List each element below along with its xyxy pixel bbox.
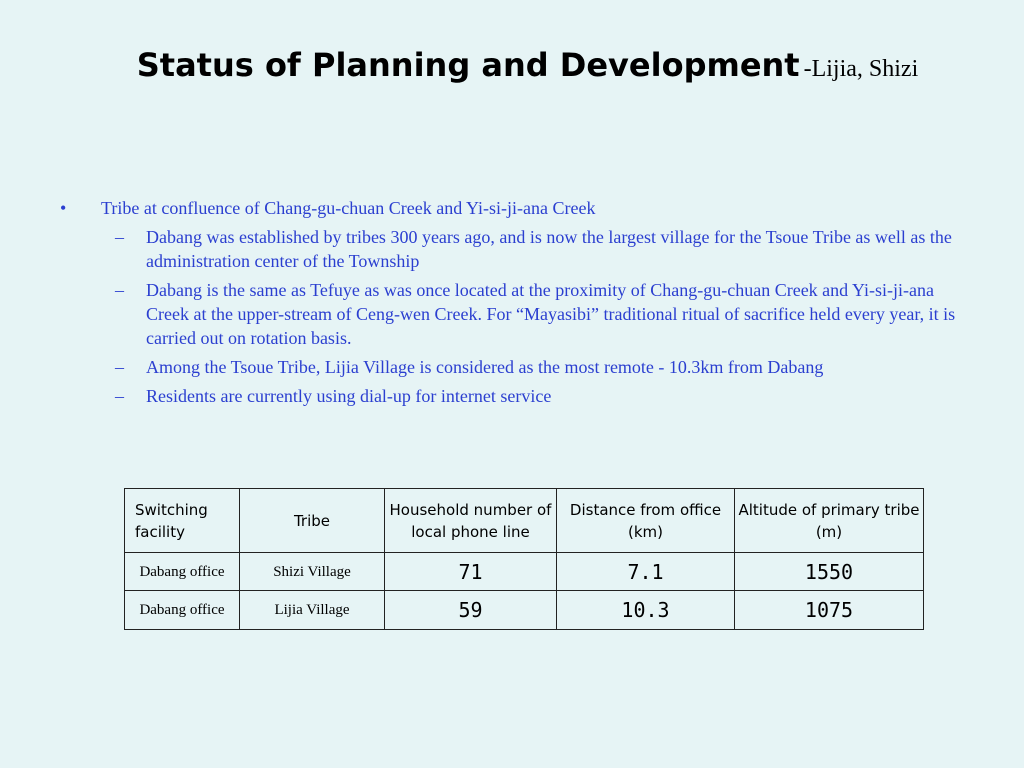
sub-bullet-item (0, 384, 1024, 408)
sub-bullet-text: Dabang is the same as Tefuye as was once located at the proximity of Chang-gu-chuan Creek and Yi-si-ji-ana Creek at the upper-stream of Ceng-wen Creek. For “Mayasibi” traditional ritual of sacrifice held every year, it is carried out on rotation basis. (146, 280, 956, 348)
cell-switching-facility: Dabang office (125, 591, 240, 630)
table-header-row (125, 489, 924, 553)
cell-altitude: 1550 (735, 553, 924, 591)
cell-tribe: Shizi Village (240, 553, 385, 591)
cell-distance: 7.1 (557, 553, 735, 591)
header-switching-facility: Switching facility (125, 489, 240, 553)
cell-distance: 10.3 (557, 591, 735, 630)
cell-tribe: Lijia Village (240, 591, 385, 630)
dash-icon: – (115, 386, 124, 406)
sub-bullet-item (0, 355, 1024, 379)
bullet-item (0, 196, 1024, 220)
slide-title (0, 46, 1024, 84)
table-row (125, 591, 924, 630)
header-tribe: Tribe (240, 489, 385, 553)
dash-icon: – (115, 227, 124, 247)
title-subtitle: -Lijia, Shizi (803, 56, 919, 82)
cell-altitude: 1075 (735, 591, 924, 630)
sub-bullet-text: Dabang was established by tribes 300 years ago, and is now the largest village for the Tsoue Tribe as well as the administration center of the Township (146, 227, 952, 271)
header-distance: Distance from office (km) (557, 489, 735, 553)
sub-bullet-item (0, 225, 1024, 273)
bullet-dot-icon: • (60, 198, 67, 218)
bullet-text: Tribe at confluence of Chang-gu-chuan Creek and Yi-si-ji-ana Creek (101, 198, 596, 218)
sub-bullet-text: Among the Tsoue Tribe, Lijia Village is considered as the most remote - 10.3km from Dabang (146, 357, 824, 377)
cell-switching-facility: Dabang office (125, 553, 240, 591)
cell-household-number: 59 (385, 591, 557, 630)
bullet-list (0, 196, 1024, 413)
dash-icon: – (115, 280, 124, 300)
cell-household-number: 71 (385, 553, 557, 591)
sub-bullet-item (0, 278, 1024, 350)
header-household-number: Household number of local phone line (385, 489, 557, 553)
sub-bullet-text: Residents are currently using dial-up for internet service (146, 386, 552, 406)
dash-icon: – (115, 357, 124, 377)
header-altitude: Altitude of primary tribe (m) (735, 489, 924, 553)
facility-table (124, 488, 924, 630)
table-row (125, 553, 924, 591)
title-main: Status of Planning and Development (136, 46, 800, 84)
sub-bullet-list (0, 225, 1024, 408)
